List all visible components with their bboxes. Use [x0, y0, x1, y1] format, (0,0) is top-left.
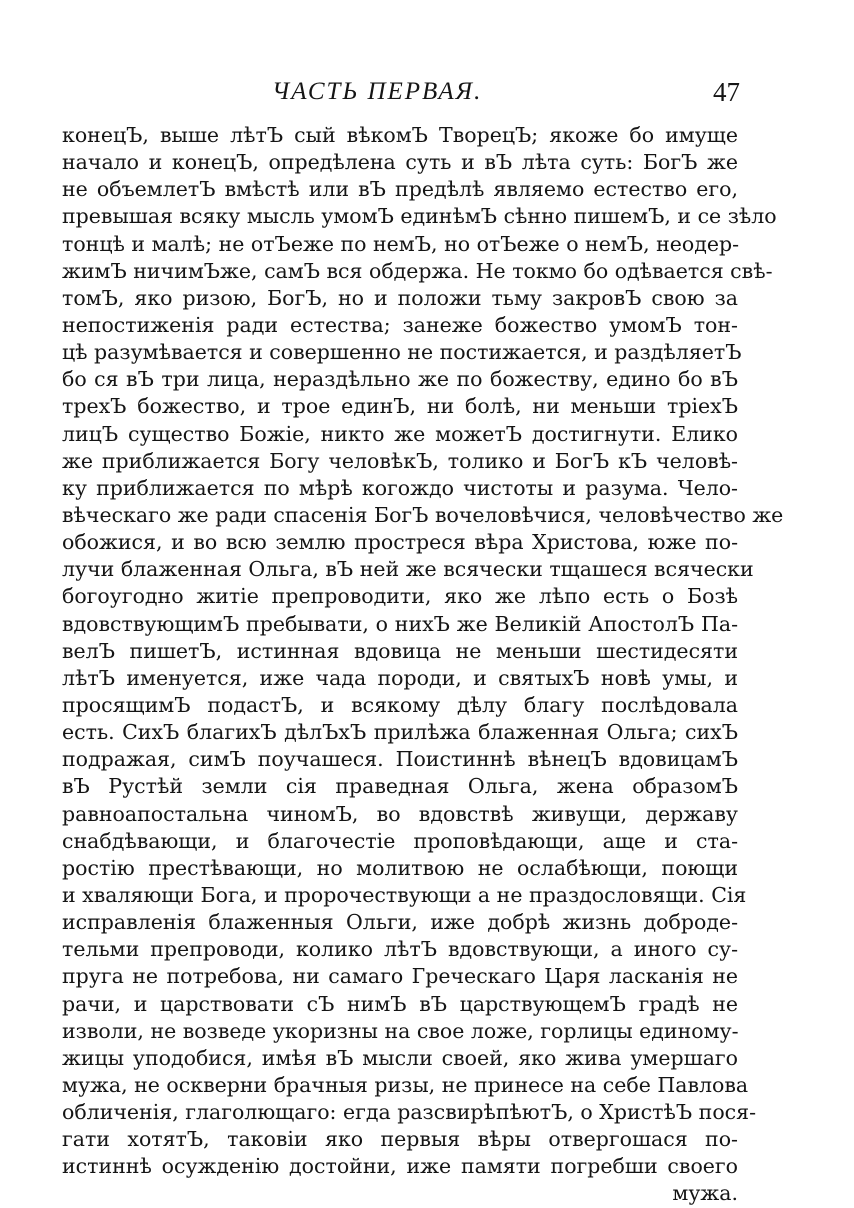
text-line: же приближается Богу человѣкЪ, толико и БогЪ кЪ человѣ-: [62, 448, 738, 473]
text-line: вдовствующимЪ пребывати, о нихЪ же Великій АпостолЪ Па-: [62, 611, 738, 636]
text-line: гати хотятЪ, таковіи яко первыя вѣры отвергошася по-: [62, 1127, 738, 1152]
text-line: исправленія блаженныя Ольги, иже добрѣ жизнь доброде-: [62, 910, 738, 935]
text-line: мужа, не оскверни брачныя ризы, не принесе на себе Павлова: [62, 1072, 749, 1097]
running-head: [60, 76, 740, 108]
text-line: богоугодно житіе препроводити, яко же лѣпо есть о Бозѣ: [62, 584, 738, 609]
text-line: пруга не потребова, ни самаго Греческаго Царя ласканія не: [62, 964, 738, 989]
text-line: равноапостальна чиномЪ, во вдовствѣ живущи, державу: [62, 801, 738, 826]
text-line: обличенія, глаголющаго: егда разсвирѣпѣютЪ, о ХристѣЪ пося-: [62, 1100, 756, 1125]
text-line: подражая, симЪ поучашеся. Поистиннѣ вѣнецЪ вдовицамЪ: [62, 747, 738, 772]
text-line: не объемлетЪ вмѣстѣ или вЪ предѣлѣ являемо естество его,: [62, 177, 738, 202]
page-number: 47: [713, 77, 740, 107]
text-line: рачи, и царствовати сЪ нимЪ вЪ царствующемЪ градѣ не: [62, 991, 738, 1016]
text-line: велЪ пишетЪ, истинная вдовица не меньши шестидесяти: [62, 638, 738, 663]
body-text: [62, 122, 784, 1208]
text-line: жимЪ ничимЪже, самЪ вся обдержа. Не токмо бо одѣвается свѣ-: [62, 258, 773, 283]
text-line: цѣ разумѣвается и совершенно не постижается, и раздѣляетЪ: [62, 340, 742, 365]
text-line: конецЪ, выше лѣтЪ сый вѣкомЪ ТворецЪ; якоже бо имуще: [62, 123, 738, 147]
final-text-line: мужа.: [672, 1181, 738, 1206]
text-line: бо ся вЪ три лица, нераздѣльно же по божеству, едино бо вЪ: [62, 367, 738, 392]
text-line: томЪ, яко ризою, БогЪ, но и положи тьму закровЪ свою за: [62, 285, 738, 310]
text-line: тонцѣ и малѣ; не отЪеже по немЪ, но отЪеже о немЪ, неодер-: [62, 231, 740, 256]
text-line: обожися, и во всю землю простреся вѣра Христова, юже по-: [62, 530, 738, 555]
text-line: вЪ Рустѣй земли сія праведная Ольга, жена образомЪ: [62, 774, 738, 799]
text-line: начало и конецЪ, опредѣлена суть и вЪ лѣта суть: БогЪ же: [62, 150, 738, 175]
text-line: ростію престѣвающи, но молитвою не ослабѣющи, поющи: [62, 855, 738, 880]
text-line: и хваляющи Бога, и пророчествующи а не праздословящи. Сія: [62, 882, 747, 907]
text-line: непостиженія ради естества; занеже божество умомЪ тон-: [62, 312, 738, 337]
text-line: есть. СихЪ благихЪ дѣлЪхЪ прилѣжа блаженная Ольга; сихЪ: [62, 720, 738, 745]
text-line: истиннѣ осужденію достойни, иже памяти погребши своего: [62, 1154, 738, 1179]
text-line: вѣческаго же ради спасенія БогЪ вочеловѣчися, человѣчество же: [62, 502, 784, 527]
text-line: трехЪ божество, и трое единЪ, ни болѣ, ни меньши тріехЪ: [62, 394, 738, 419]
text-line: лицЪ существо Божіе, никто же можетЪ достигнути. Елико: [62, 421, 738, 446]
text-line: снабдѣвающи, и благочестіе проповѣдающи, аще и ста-: [62, 828, 738, 853]
text-line: просящимЪ подастЪ, и всякому дѣлу благу послѣдовала: [62, 692, 738, 717]
text-line: тельми препроводи, колико лѣтЪ вдовствующи, а иного су-: [62, 937, 738, 962]
text-line: жицы уподобися, имѣя вЪ мысли своей, яко жива умершаго: [62, 1045, 738, 1070]
running-title: ЧАСТЬ ПЕРВАЯ.: [272, 78, 483, 105]
text-line: лучи блаженная Ольга, вЪ ней же всячески тщашеся всячески: [62, 557, 754, 582]
text-line: лѣтЪ именуется, иже чада породи, и святыхЪ новѣ умы, и: [62, 665, 738, 690]
text-line: изволи, не возведе укоризны на свое ложе, горлицы единому-: [62, 1018, 739, 1043]
text-line: ку приближается по мѣрѣ когождо чистоты и разума. Чело-: [62, 475, 738, 500]
text-line: превышая всяку мысль умомЪ единѣмЪ сѣнно пишемЪ, и се зѣло: [62, 204, 777, 229]
